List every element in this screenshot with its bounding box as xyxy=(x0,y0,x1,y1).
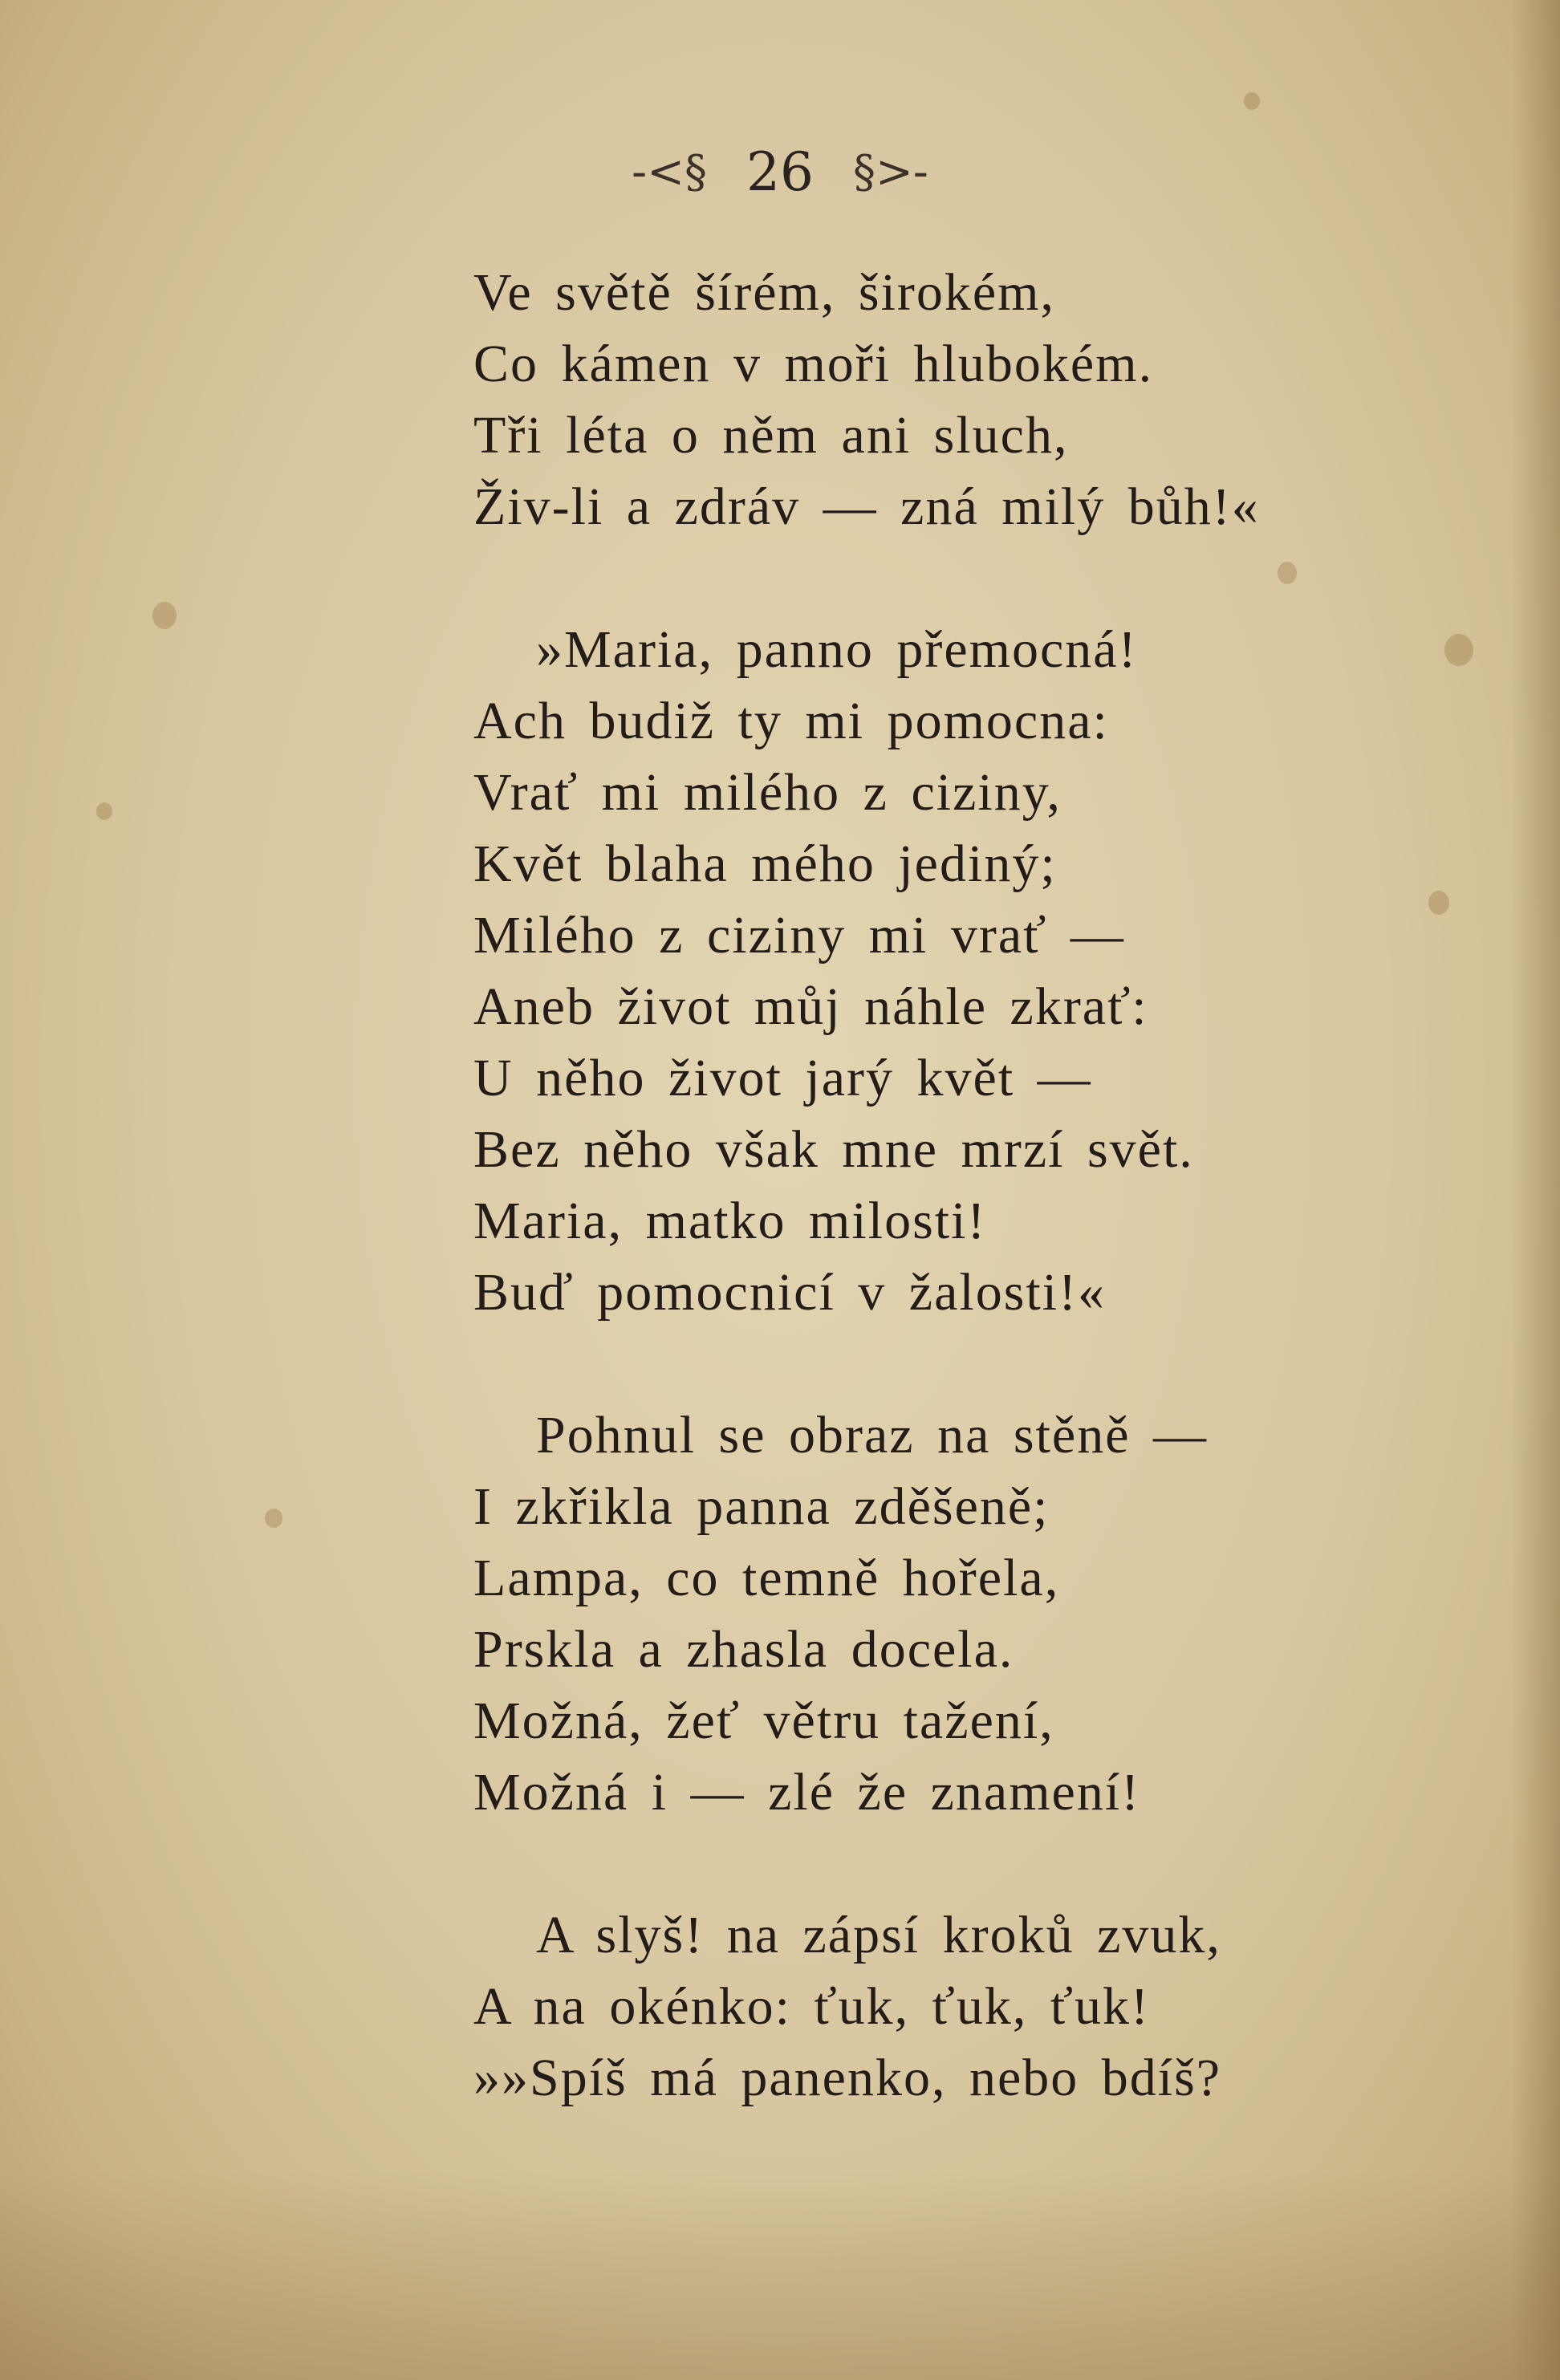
stanza-gap xyxy=(473,1828,1396,1899)
poem-line: Tři léta o něm ani sluch, xyxy=(473,406,1069,465)
poem-line: U něho život jarý květ — xyxy=(473,1049,1092,1107)
poem-text xyxy=(473,257,1396,2114)
stanza-4 xyxy=(473,1899,1396,2114)
page-bottom-shadow xyxy=(0,2171,1560,2380)
poem-line: Živ-li a zdráv — zná milý bůh!« xyxy=(473,477,1260,536)
poem-line: A slyš! na zápsí kroků zvuk, xyxy=(536,1906,1221,1964)
stanza-2 xyxy=(473,614,1396,1328)
paper-stain xyxy=(265,1509,282,1528)
poem-line: Buď pomocnicí v žalosti!« xyxy=(473,1263,1107,1322)
poem-line: Bez něho však mne mrzí svět. xyxy=(473,1120,1194,1179)
poem-line: Možná i — zlé že znamení! xyxy=(473,1763,1141,1822)
paper-stain xyxy=(1444,634,1473,666)
paper-stain xyxy=(152,602,177,629)
stanza-gap xyxy=(473,1328,1396,1399)
page-header xyxy=(0,136,1560,217)
poem-line: »»Spíš má panenko, nebo bdíš? xyxy=(473,2049,1222,2107)
page-edge-shadow xyxy=(1512,0,1560,2380)
poem-line: I zkřikla panna zděšeně; xyxy=(473,1477,1050,1536)
poem-line: Milého z ciziny mi vrať — xyxy=(473,906,1125,965)
ornament-left-icon: -<§ xyxy=(632,145,708,198)
stanza-gap xyxy=(473,542,1396,614)
poem-line: Maria, matko milosti! xyxy=(473,1192,987,1250)
paper-stain xyxy=(1244,92,1260,110)
poem-line: Květ blaha mého jediný; xyxy=(473,835,1057,893)
stanza-3 xyxy=(473,1399,1396,1828)
ornament-right-icon: §>- xyxy=(852,145,928,198)
page-number: 26 xyxy=(746,140,814,203)
poem-line: Ve světě šírém, širokém, xyxy=(473,263,1056,322)
paper-stain xyxy=(1428,891,1449,915)
paper-stain xyxy=(96,802,112,820)
poem-line: »Maria, panno přemocná! xyxy=(536,620,1138,679)
poem-line: Lampa, co temně hořela, xyxy=(473,1549,1060,1607)
poem-line: Vrať mi milého z ciziny, xyxy=(473,763,1062,822)
poem-line: Možná, žeť větru tažení, xyxy=(473,1692,1054,1750)
poem-line: Aneb život můj náhle zkrať: xyxy=(473,977,1148,1036)
poem-line: Co kámen v moři hlubokém. xyxy=(473,335,1154,393)
stanza-1 xyxy=(473,257,1396,542)
poem-line: A na okénko: ťuk, ťuk, ťuk! xyxy=(473,1977,1151,2036)
poem-line: Pohnul se obraz na stěně — xyxy=(536,1406,1208,1464)
poem-line: Ach budiž ty mi pomocna: xyxy=(473,692,1109,750)
poem-line: Prskla a zhasla docela. xyxy=(473,1620,1014,1679)
